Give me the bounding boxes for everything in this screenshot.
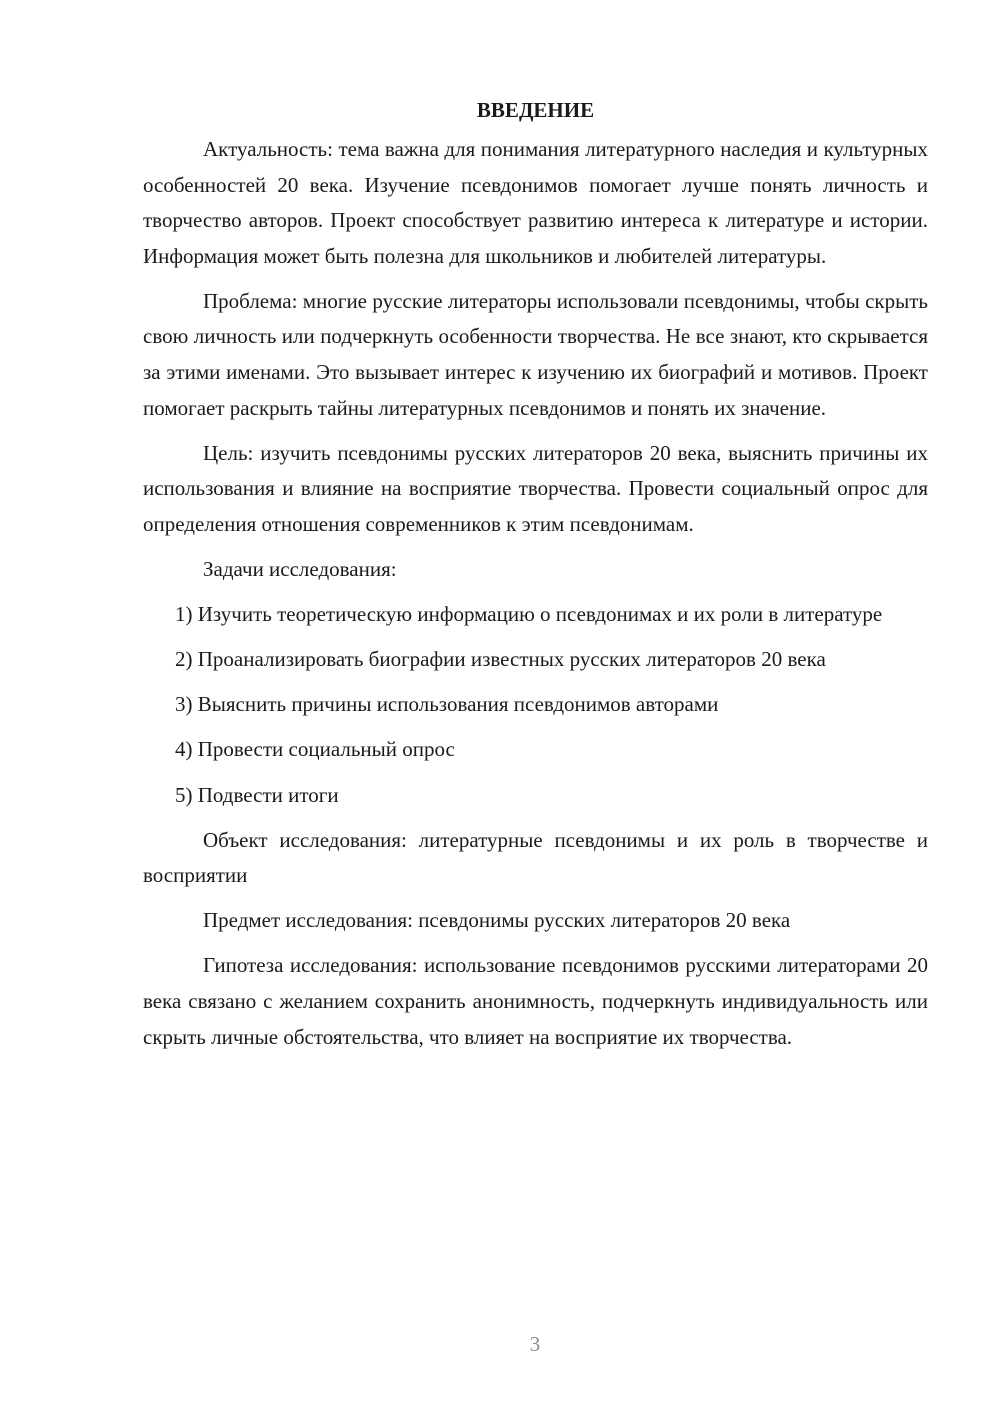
task-item-4: 4) Провести социальный опрос <box>175 737 455 762</box>
hypothesis-paragraph: Гипотеза исследования: использование псевдонимов русскими литераторами 20 века связано с желанием сохранить анонимность, подчеркнуть индивидуальность или скрыть личные обстоятельства, что влияет на восприятие их творчества. <box>143 953 928 1049</box>
task-item-2: 2) Проанализировать биографии известных русских литераторов 20 века <box>175 647 826 672</box>
object-paragraph: Объект исследования: литературные псевдонимы и их роль в творчестве и восприятии <box>143 827 928 888</box>
page-body <box>143 92 928 1065</box>
task-item-5: 5) Подвести итоги <box>175 782 339 807</box>
task-item-1: 1) Изучить теоретическую информацию о псевдонимах и их роли в литературе <box>175 602 883 627</box>
subject-paragraph: Предмет исследования: псевдонимы русских литераторов 20 века <box>203 908 791 933</box>
section-heading: ВВЕДЕНИЕ <box>476 98 595 122</box>
problem-paragraph: Проблема: многие русские литераторы использовали псевдонимы, чтобы скрыть свою личность или подчеркнуть особенности творчества. Не все знают, кто скрывается за этими именами. Это вызывает интерес к изучению их биографий и мотивов. Проект помогает раскрыть тайны литературных псевдонимов и понять их значение. <box>143 288 928 420</box>
tasks-heading: Задачи исследования: <box>203 557 397 582</box>
goal-paragraph: Цель: изучить псевдонимы русских литераторов 20 века, выяснить причины их использования и влияние на восприятие творчества. Провести социальный опрос для определения отношения современников к этим псевдонимам. <box>143 440 928 536</box>
page-number: 3 <box>529 1332 541 1356</box>
relevance-paragraph: Актуальность: тема важна для понимания литературного наследия и культурных особенностей 20 века. Изучение псевдонимов помогает лучше понять личность и творчество авторов. Проект способствует развитию интереса к литературе и истории. Информация может быть полезна для школьников и любителей литературы. <box>143 137 928 268</box>
task-item-3: 3) Выяснить причины использования псевдонимов авторами <box>175 692 719 717</box>
